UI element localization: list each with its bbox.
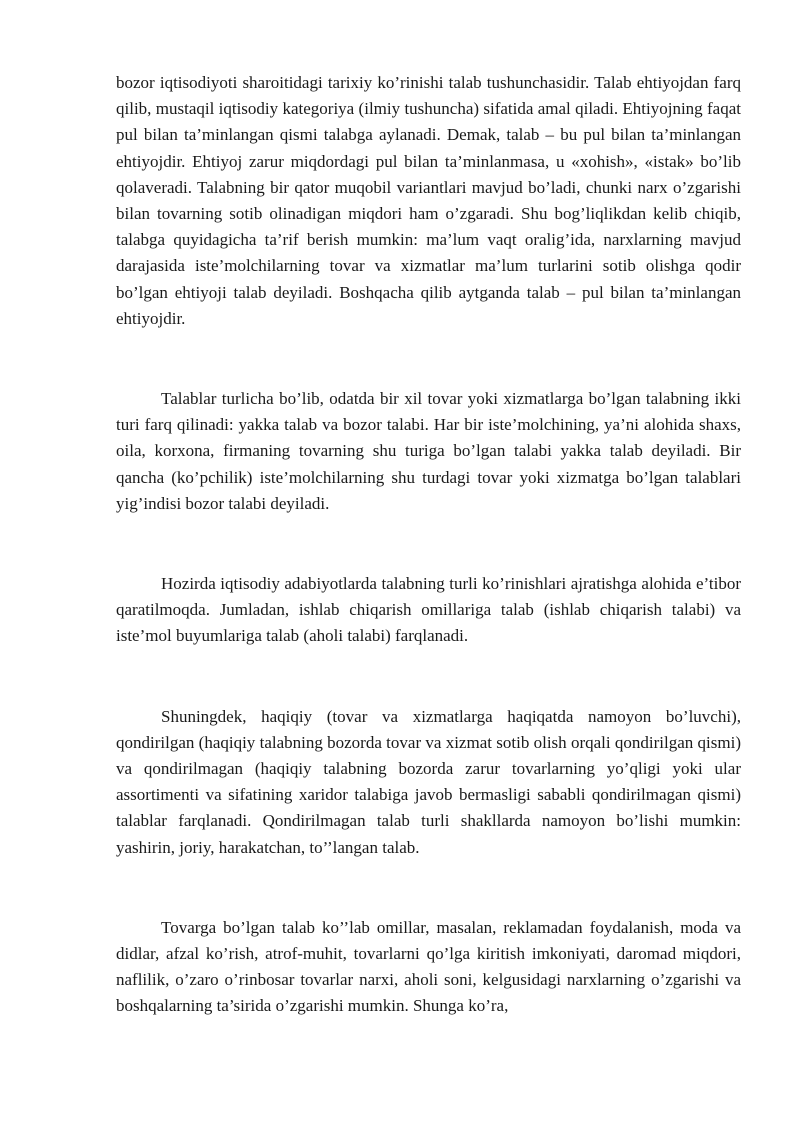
- paragraph-demand-forms: Hozirda iqtisodiy adabiyotlarda talabning turli ko’rinishlari ajratishga alohida e’tibor qaratilmoqda. Jumladan, ishlab chiqarish omillariga talab (ishlab chiqarish talabi) va iste’mol buyumlariga talab (aholi talabi) farqlanadi.: [116, 574, 741, 646]
- document-page: [116, 70, 741, 1020]
- paragraph-unsatisfied-demand: Shuningdek, haqiqiy (tovar va xizmatlarga haqiqatda namoyon bo’luvchi), qondirilgan (haqiqiy talabning bozorda tovar va xizmat sotib olish orqali qondirilgan qismi) va qondirilmagan (haqiqiy talabning bozorda zarur tovarlarning yo’qligi yoki ular assortimenti va sifatining xaridor talabiga javob bermasligi sababli qondirilmagan qismi) talablar farqlanadi. Qondirilmagan talab turli shakllarda namoyon bo’lishi mumkin: yashirin, joriy, harakatchan, to’’langan talab.: [116, 706, 741, 857]
- paragraph-demand-types: Talablar turlicha bo’lib, odatda bir xil tovar yoki xizmatlarga bo’lgan talabning ikki turi farq qilinadi: yakka talab va bozor talabi. Har bir iste’molchining, ya’ni alohida shaxs, oila, korxona, firmaning tovarning shu turiga bo’lgan talabi yakka talab deyiladi. Bir qancha (ko’pchilik) iste’molchilarning shu turdagi tovar yoki xizmatga bo’lgan talablari yig’indisi bozor talabi deyiladi.: [116, 389, 741, 513]
- paragraph-demand-definition: bozor iqtisodiyoti sharoitidagi tarixiy ko’rinishi talab tushunchasidir. Talab ehtiyojdan farq qilib, mustaqil iqtisodiy kategoriya (ilmiy tushuncha) sifatida amal qiladi. Ehtiyojning faqat pul bilan ta’minlangan qismi talabga aylanadi. Demak, talab – bu pul bilan ta’minlangan ehtiyojdir. Ehtiyoj zarur miqdordagi pul bilan ta’minlanmasa, u «xohish», «istak» bo’lib qolaveradi. Talabning bir qator muqobil variantlari mavjud bo’ladi, chunki narx o’zgarishi bilan tovarning sotib olinadigan miqdori ham o’zgaradi. Shu bog’liqlikdan kelib chiqib, talabga quyidagicha ta’rif berish mumkin: ma’lum vaqt oralig’ida, narxlarning mavjud darajasida iste’molchilarning tovar va xizmatlar ma’lum turlarini sotib olishga qodir bo’lgan ehtiyoji talab deyiladi. Boshqacha qilib aytganda talab – pul bilan ta’minlangan ehtiyojdir.: [116, 73, 741, 328]
- paragraph-demand-factors: Tovarga bo’lgan talab ko’’lab omillar, masalan, reklamadan foydalanish, moda va didlar, afzal ko’rish, atrof-muhit, tovarlarni qo’lga kiritish imkoniyati, daromad miqdori, naflilik, o’zaro o’rinbosar tovarlar narxi, aholi soni, kelgusidagi narxlarning o’zgarishi va boshqalarning ta’sirida o’zgarishi mumkin. Shunga ko’ra,: [116, 917, 741, 1016]
